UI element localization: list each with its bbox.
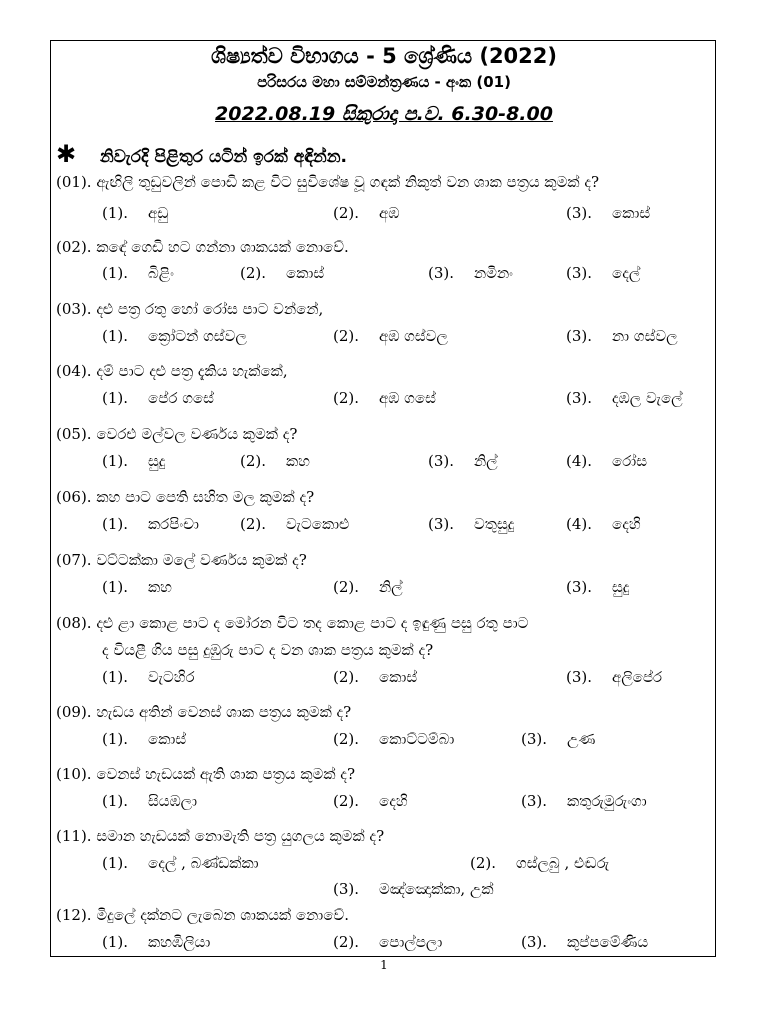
- question-4: [56, 362, 288, 380]
- option[interactable]: (3). කොස්: [566, 204, 651, 222]
- option[interactable]: (2). අඹ ගසේ: [333, 389, 436, 407]
- option[interactable]: (2). අඹ ගස්වල: [333, 327, 448, 345]
- option[interactable]: (2). අඹ: [333, 204, 400, 222]
- question-text: වෙනස් හැඩයක් ඇති ශාක පත්‍රය කුමක් ද?: [96, 765, 355, 783]
- option[interactable]: (2). ගස්ලබු , එඬරු: [470, 854, 610, 872]
- option[interactable]: (2). වැටකොළු: [240, 515, 350, 533]
- option[interactable]: (3). සුදු: [566, 578, 630, 596]
- question-number: (03).: [56, 300, 92, 318]
- option[interactable]: (2). කොස්: [333, 668, 418, 686]
- option[interactable]: (3). නිල්: [428, 452, 498, 470]
- asterisk-icon: ✱: [56, 140, 77, 168]
- question-number: (12).: [56, 906, 92, 924]
- option[interactable]: (1). බිළිං: [102, 264, 174, 282]
- question-text: මිදුලේ දක්නට ලැබෙන ශාකයක් නොවේ.: [96, 906, 349, 924]
- question-text: වට්ටක්කා මලේ වර්ණය කුමක් ද?: [96, 551, 307, 569]
- option[interactable]: (1). අඩු: [102, 204, 169, 222]
- option[interactable]: (1). කහඹිලියා: [102, 933, 211, 951]
- option[interactable]: (1). සියඹලා: [102, 792, 198, 810]
- question-number: (08).: [56, 614, 92, 632]
- option[interactable]: (1). වැටහිර: [102, 668, 195, 686]
- question-number: (11).: [56, 827, 92, 845]
- option[interactable]: (3). කුප්පමේණිය: [521, 933, 649, 951]
- exam-subtitle: පරිසරය මහා සම්මන්ත්‍රණය - අංක (01): [257, 73, 511, 91]
- question-number: (04).: [56, 362, 92, 380]
- question-12: [56, 906, 349, 924]
- question-text: කහ පාට පෙති සහිත මල කුමක් ද?: [96, 488, 315, 506]
- question-2: [56, 238, 349, 256]
- question-number: (01).: [56, 173, 92, 191]
- option[interactable]: (3). මඤ්ඤොක්කා, උක්: [333, 880, 494, 898]
- option[interactable]: (3). නා ගස්වල: [566, 327, 678, 345]
- question-10: [56, 765, 355, 783]
- question-3: [56, 300, 323, 318]
- option[interactable]: (3). වතුසුදු: [428, 515, 515, 533]
- option[interactable]: (4). රෝස: [566, 452, 647, 470]
- option[interactable]: (2). පොල්පලා: [333, 933, 443, 951]
- option[interactable]: (3). නමිනං: [428, 264, 513, 282]
- option[interactable]: (1). කහ: [102, 578, 172, 596]
- question-text: කඳේ ගෙඩි හට ගන්නා ශාකයක් නොවේ.: [96, 238, 349, 256]
- question-number: (06).: [56, 488, 92, 506]
- question-1: [56, 173, 599, 191]
- option[interactable]: (1). සුදු: [102, 452, 166, 470]
- exam-title: ශිෂ්‍යත්ව විභාගය - 5 ශ්‍රේණිය (2022): [211, 44, 557, 68]
- question-number: (07).: [56, 551, 92, 569]
- question-8: [56, 614, 528, 632]
- option[interactable]: (1). දෙල් , බණ්ඩක්කා: [102, 854, 259, 872]
- option[interactable]: (2). කොට්ටම්බා: [333, 730, 455, 748]
- instruction: [56, 140, 347, 168]
- question-text: සමාන හැඩයක් නොමැති පත්‍ර යුගලය කුමක් ද?: [96, 827, 385, 845]
- exam-datetime: 2022.08.19 සිකුරාදා ප.ව. 6.30-8.00: [215, 103, 553, 125]
- question-text: දළු ළා කොළ පාට ද මෝරන විට තද කොළ පාට ද ඉඳුණු පසු රතු පාට: [96, 614, 529, 632]
- question-5: [56, 425, 297, 443]
- option[interactable]: (2). කහ: [240, 452, 310, 470]
- question-text: වෙරළු මල්වල වර්ණය කුමක් ද?: [96, 425, 298, 443]
- question-text-continued: ද වියළී ගිය පසු දුඹුරු පාට ද වන ශාක පත්‍රය කුමක් ද?: [102, 641, 434, 659]
- question-text: හැඩය අතින් වෙනස් ශාක පත්‍රය කුමක් ද?: [96, 703, 352, 721]
- option[interactable]: (3). කතුරුමුරුංගා: [521, 792, 647, 810]
- question-number: (10).: [56, 765, 92, 783]
- question-11: [56, 827, 384, 845]
- question-7: [56, 551, 307, 569]
- option[interactable]: (2). කොස්: [240, 264, 325, 282]
- option[interactable]: (2). දෙහි: [333, 792, 408, 810]
- question-text: දළු පත්‍ර රතු හෝ රෝස පාට වන්නේ,: [96, 300, 324, 318]
- question-number: (09).: [56, 703, 92, 721]
- option[interactable]: (4). දෙහි: [566, 515, 641, 533]
- option[interactable]: (1). කරපිංචා: [102, 515, 199, 533]
- question-number: (05).: [56, 425, 92, 443]
- question-6: [56, 488, 314, 506]
- option[interactable]: (3). දඹල වැලේ: [566, 389, 683, 407]
- option[interactable]: (1). ක්‍රෝටන් ගස්වල: [102, 327, 247, 345]
- question-text: ඇඟිලි තුඩුවලින් පොඩි කළ විට සුවිශේෂ වූ ගඳක් නිකුත් වන ශාක පත්‍රය කුමක් ද?: [96, 173, 600, 191]
- page-number: 1: [380, 958, 388, 972]
- option[interactable]: (2). නිල්: [333, 578, 403, 596]
- option[interactable]: (1). පේර ගසේ: [102, 389, 214, 407]
- question-9: [56, 703, 351, 721]
- option[interactable]: (1). කොස්: [102, 730, 187, 748]
- option[interactable]: (3). උණ: [521, 730, 596, 748]
- question-text: දම් පාට දළු පත්‍ර දැකිය හැක්කේ,: [96, 362, 288, 380]
- option[interactable]: (3). දෙල්: [566, 264, 641, 282]
- option[interactable]: (3). අලිපේර: [566, 668, 663, 686]
- instruction-text: නිවැරදි පිළිතුර යටින් ඉරක් අඳින්න.: [100, 147, 347, 167]
- question-number: (02).: [56, 238, 92, 256]
